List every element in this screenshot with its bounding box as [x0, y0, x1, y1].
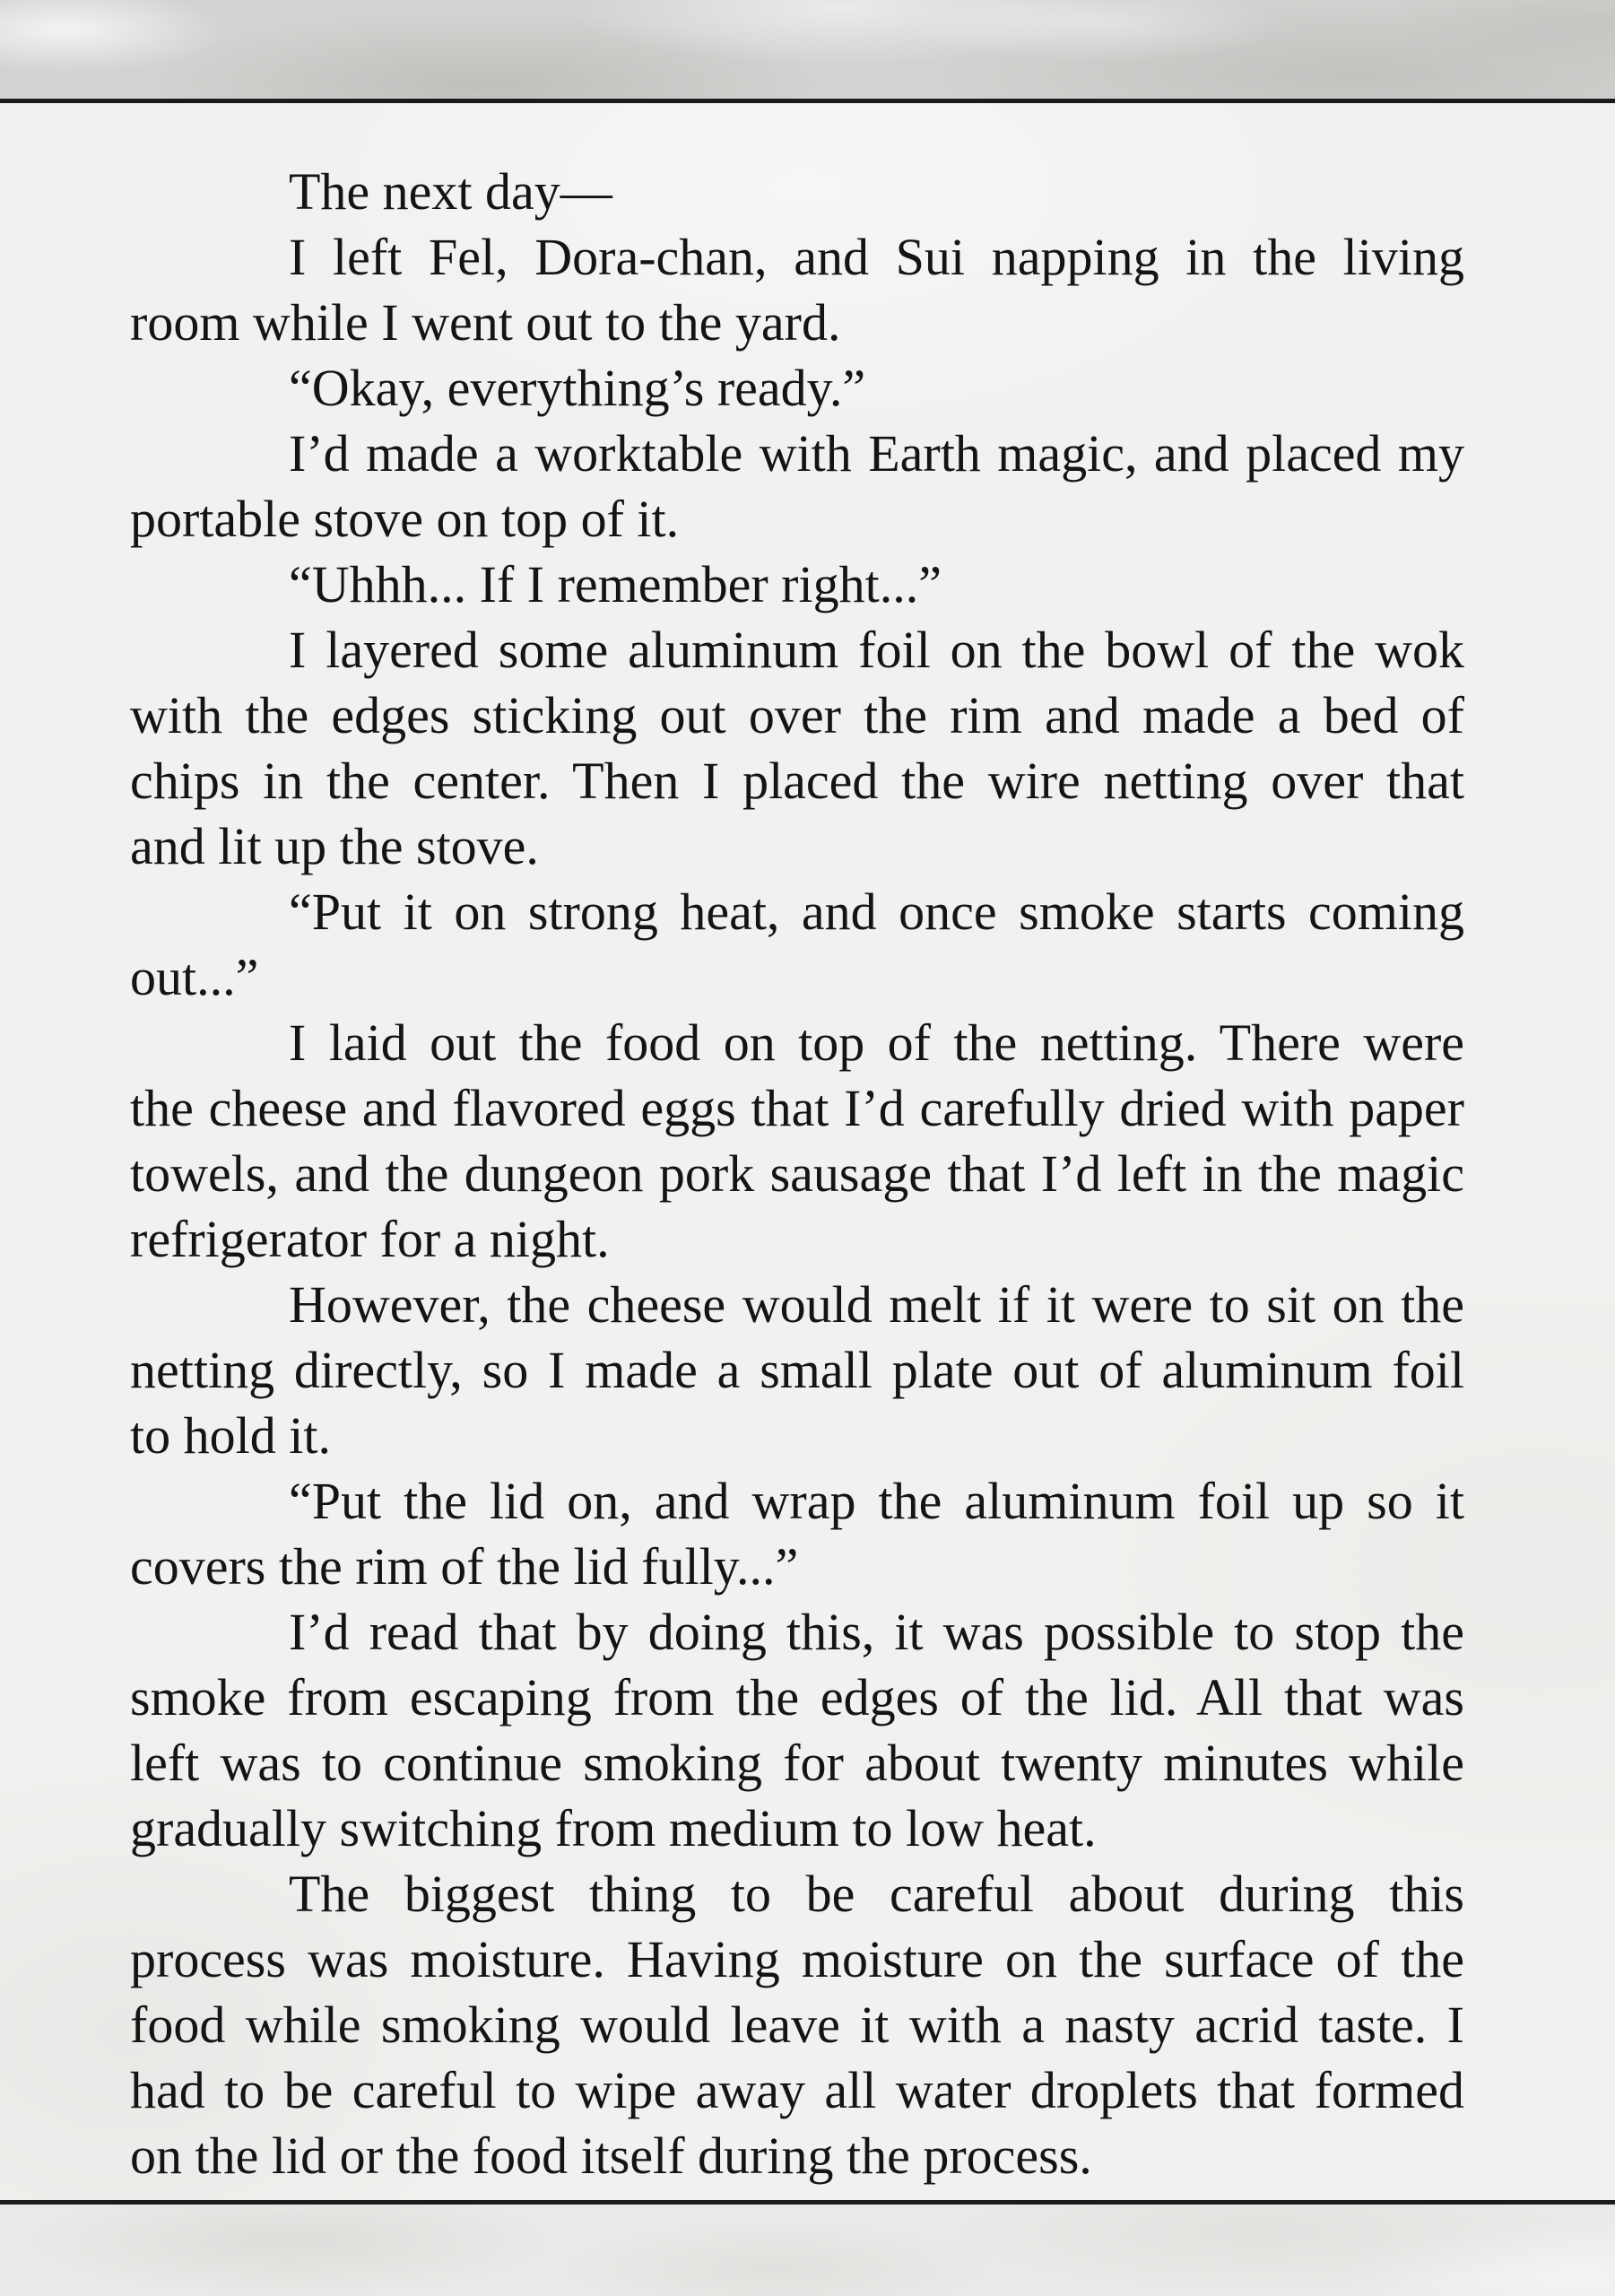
paragraph	[130, 224, 1464, 355]
text-line: gradually switching from medium to low heat.	[130, 1799, 1097, 1857]
text-line: chips in the center. Then I placed the wire netting over that	[130, 752, 1464, 810]
body-text	[130, 159, 1464, 2188]
text-line: However, the cheese would melt if it were to sit on the	[289, 1275, 1464, 1334]
text-line: had to be careful to wipe away all water droplets that formed	[130, 2061, 1464, 2119]
text-line: and lit up the stove.	[130, 817, 539, 875]
text-line: “Okay, everything’s ready.”	[289, 359, 866, 417]
paragraph	[130, 1599, 1464, 1861]
text-line: I’d made a worktable with Earth magic, and placed my	[289, 424, 1464, 483]
page-body	[0, 103, 1615, 2200]
text-line: room while I went out to the yard.	[130, 293, 841, 352]
text-line: refrigerator for a night.	[130, 1210, 610, 1268]
text-line: smoke from escaping from the edges of the lid. All that was	[130, 1668, 1464, 1726]
paragraph	[130, 1468, 1464, 1599]
paragraph	[130, 879, 1464, 1010]
text-line: towels, and the dungeon pork sausage that I’d left in the magic	[130, 1144, 1464, 1203]
text-line: left was to continue smoking for about twenty minutes while	[130, 1734, 1464, 1792]
paragraph	[130, 617, 1464, 879]
paragraph	[130, 552, 1464, 617]
paragraph	[130, 355, 1464, 421]
paragraph	[130, 159, 1464, 224]
text-line: on the lid or the food itself during the process.	[130, 2126, 1092, 2185]
text-line: food while smoking would leave it with a nasty acrid taste. I	[130, 1996, 1464, 2054]
text-line: netting directly, so I made a small plate out of aluminum foil	[130, 1341, 1464, 1399]
text-line: portable stove on top of it.	[130, 490, 680, 548]
text-line: to hold it.	[130, 1406, 331, 1465]
text-line: I left Fel, Dora-chan, and Sui napping in the living	[289, 228, 1464, 286]
text-line: The next day—	[289, 162, 612, 221]
paragraph	[130, 1010, 1464, 1272]
paragraph	[130, 1272, 1464, 1468]
text-line: with the edges sticking out over the rim and made a bed of	[130, 686, 1464, 744]
paragraph	[130, 1861, 1464, 2188]
page-top-texture	[0, 0, 1615, 99]
text-line: I layered some aluminum foil on the bowl of the wok	[289, 621, 1464, 679]
text-line: process was moisture. Having moisture on the surface of the	[130, 1930, 1464, 1988]
text-line: out...”	[130, 948, 259, 1006]
text-line: the cheese and flavored eggs that I’d carefully dried with paper	[130, 1079, 1464, 1137]
paragraph	[130, 421, 1464, 552]
page-bottom-texture	[0, 2205, 1615, 2296]
text-line: I’d read that by doing this, it was possible to stop the	[289, 1603, 1464, 1661]
text-line: “Uhhh... If I remember right...”	[289, 555, 942, 613]
text-line: The biggest thing to be careful about during this	[289, 1865, 1464, 1923]
text-line: I laid out the food on top of the netting. There were	[289, 1013, 1464, 1072]
text-line: covers the rim of the lid fully...”	[130, 1537, 799, 1596]
text-line: “Put it on strong heat, and once smoke starts coming	[289, 883, 1464, 941]
text-line: “Put the lid on, and wrap the aluminum foil up so it	[289, 1472, 1464, 1530]
